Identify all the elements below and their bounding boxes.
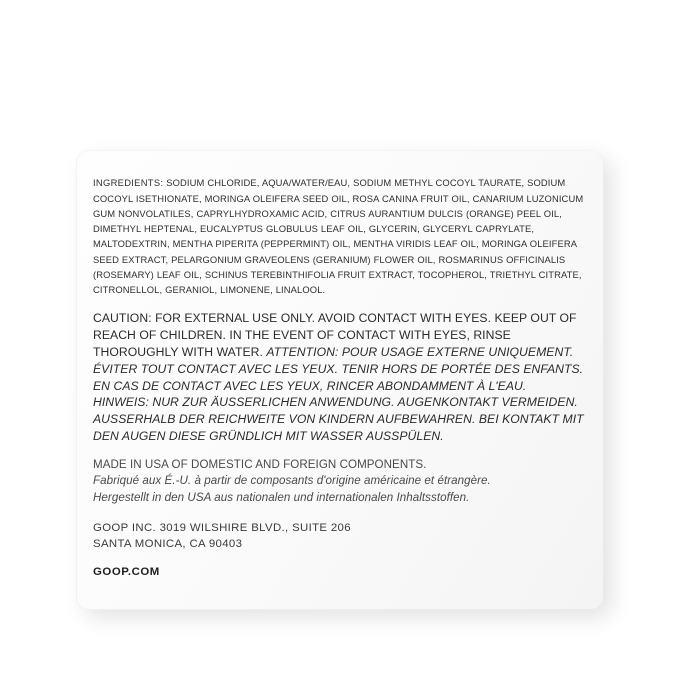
origin-english: MADE IN USA OF DOMESTIC AND FOREIGN COMPONENTS. xyxy=(93,458,427,472)
origin-german: Hergestellt in den USA aus nationalen und internationalen Inhaltsstoffen. xyxy=(93,490,470,504)
caution-english: CAUTION: FOR EXTERNAL USE ONLY. AVOID CONTACT WITH EYES. KEEP OUT OF REACH OF CHILDREN. IN THE EVENT OF CONTACT WITH EYES, RINSE THOROUGHLY WITH WATER. xyxy=(93,311,577,359)
address-line-1: GOOP INC. 3019 WILSHIRE BLVD., SUITE 206 xyxy=(93,521,351,534)
address-line-2: SANTA MONICA, CA 90403 xyxy=(93,538,243,551)
ingredients-list: SODIUM CHLORIDE, AQUA/WATER/EAU, SODIUM METHYL COCOYL TAURATE, SODIUM COCOYL ISETHIONATE, MORINGA OLEIFERA SEED OIL, ROSA CANINA FRUIT OIL, CANARIUM LUZONICUM GUM NONVOLATILES, CAPRYLHYDROXAMIC ACID, CITRUS AURANTIUM DULCIS (ORANGE) PEEL OIL, DIMETHYL HEPTENAL, EUCALYPTUS GLOBULUS LEAF OIL, GLYCERIN, GLYCERYL CAPRYLATE, MALTODEXTRIN, MENTHA PIPERITA (PEPPERMINT) OIL, MENTHA VIRIDIS LEAF OIL, MORINGA OLEIFERA SEED EXTRACT, PELARGONIUM GRAVEOLENS (GERANIUM) FLOWER OIL, ROSMARINUS OFFICINALIS (ROSEMARY) LEAF OIL, SCHINUS TEREBINTHIFOLIA FRUIT EXTRACT, TOCOPHEROL, TRIETHYL CITRATE, CITRONELLOL, GERANIOL, LIMONENE, LINALOOL. xyxy=(93,177,584,296)
caution-french: ATTENTION: POUR USAGE EXTERNE UNIQUEMENT. ÉVITER TOUT CONTACT AVEC LES YEUX. TENIR HORS DE PORTÉE DES ENFANTS. EN CAS DE CONTACT AVEC LES YEUX, RINCER ABONDAMMENT À L'EAU. xyxy=(93,344,584,393)
company-address xyxy=(93,520,584,553)
ingredients-block xyxy=(93,175,584,297)
label-content xyxy=(93,166,584,589)
product-back-panel xyxy=(76,150,604,610)
caution-block xyxy=(93,310,584,445)
website-url: GOOP.COM xyxy=(93,565,160,578)
origin-french: Fabriqué aux É.-U. à partir de composants d'origine américaine et étrangère. xyxy=(93,474,491,488)
origin-block xyxy=(93,457,584,506)
caution-german: HINWEIS: NUR ZUR ÄUSSERLICHEN ANWENDUNG. AUGENKONTAKT VERMEIDEN. AUSSERHALB DER REICHWEITE VON KINDERN AUFBEWAHREN. BEI KONTAKT MIT DEN AUGEN DIESE GRÜNDLICH MIT WASSER AUSSPÜLEN. xyxy=(93,395,584,444)
ingredients-label: INGREDIENTS: xyxy=(93,177,164,189)
